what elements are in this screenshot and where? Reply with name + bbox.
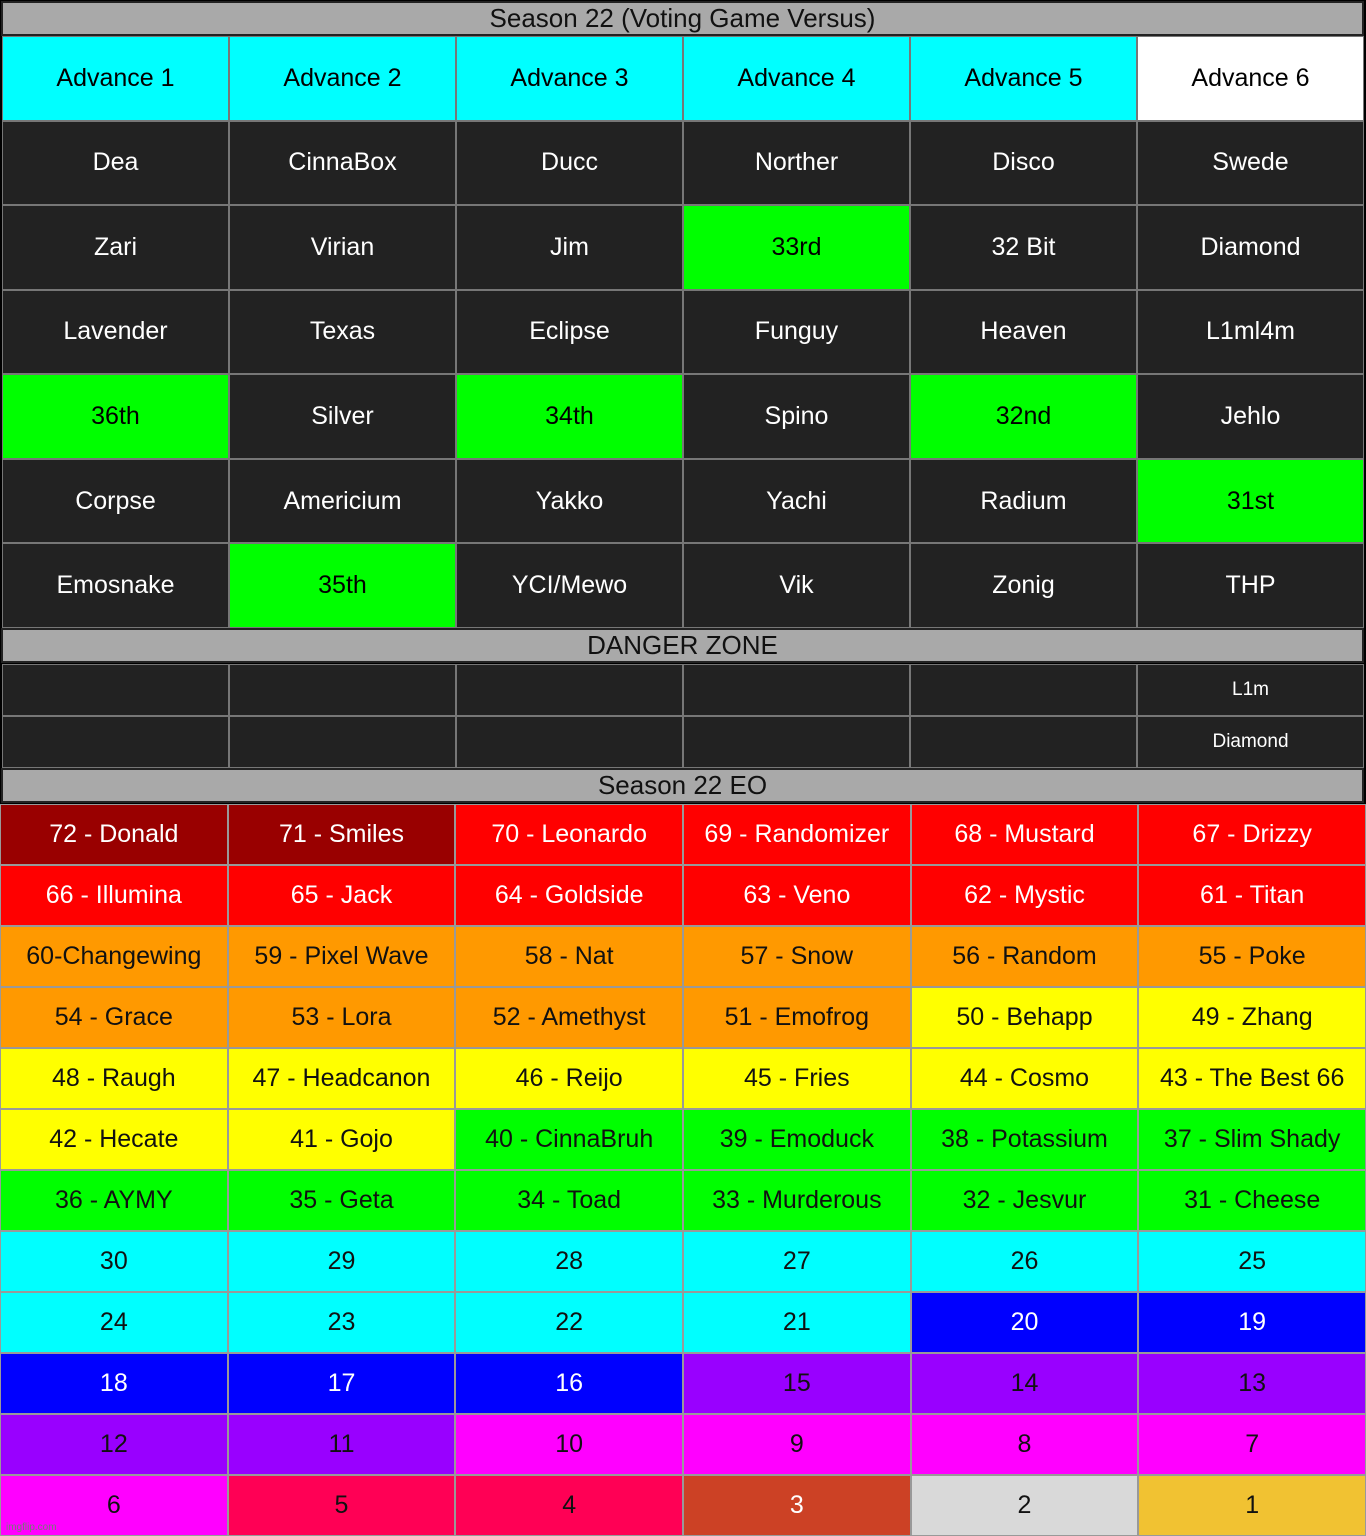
versus-cell: 34th: [456, 374, 683, 459]
versus-cell: 31st: [1137, 459, 1364, 544]
danger-zone-cell: [456, 664, 683, 716]
versus-cell: Norther: [683, 121, 910, 206]
versus-cell: Disco: [910, 121, 1137, 206]
eo-placement-cell: 46 - Reijo: [455, 1048, 683, 1109]
eo-placement-cell: 28: [455, 1231, 683, 1292]
eo-placement-cell: 70 - Leonardo: [455, 804, 683, 865]
eo-placement-cell: 43 - The Best 66: [1138, 1048, 1366, 1109]
eo-placement-cell: 51 - Emofrog: [683, 987, 911, 1048]
eo-placement-cell: 69 - Randomizer: [683, 804, 911, 865]
eo-placement-cell: 32 - Jesvur: [911, 1170, 1139, 1231]
versus-cell: Silver: [229, 374, 456, 459]
eo-placement-cell: 47 - Headcanon: [228, 1048, 456, 1109]
eo-placement-cell: 58 - Nat: [455, 926, 683, 987]
danger-zone-table: [2, 664, 1364, 768]
danger-zone-cell: [910, 664, 1137, 716]
advance-header-4: Advance 4: [683, 36, 910, 121]
eo-placement-cell: 42 - Hecate: [0, 1109, 228, 1170]
eo-placement-cell: 15: [683, 1353, 911, 1414]
danger-zone-cell: [683, 664, 910, 716]
eo-placement-cell: 52 - Amethyst: [455, 987, 683, 1048]
versus-cell: Radium: [910, 459, 1137, 544]
versus-cell: Vik: [683, 543, 910, 628]
eo-placement-cell: 7: [1138, 1414, 1366, 1475]
eo-placement-cell: 13: [1138, 1353, 1366, 1414]
eo-placement-cell: 65 - Jack: [228, 865, 456, 926]
eo-placement-cell: 56 - Random: [911, 926, 1139, 987]
eo-placement-cell: 50 - Behapp: [911, 987, 1139, 1048]
eo-placement-cell: 26: [911, 1231, 1139, 1292]
versus-table: [2, 36, 1364, 628]
versus-cell: Texas: [229, 290, 456, 375]
eo-placement-cell: 20: [911, 1292, 1139, 1353]
eo-placement-cell: 64 - Goldside: [455, 865, 683, 926]
versus-cell: 36th: [2, 374, 229, 459]
versus-cell: Spino: [683, 374, 910, 459]
versus-cell: 32 Bit: [910, 205, 1137, 290]
eo-placement-cell: 49 - Zhang: [1138, 987, 1366, 1048]
eo-placement-cell: 16: [455, 1353, 683, 1414]
eo-placement-cell: 21: [683, 1292, 911, 1353]
eo-placement-cell: 22: [455, 1292, 683, 1353]
versus-cell: Emosnake: [2, 543, 229, 628]
versus-cell: 35th: [229, 543, 456, 628]
eo-placement-cell: 44 - Cosmo: [911, 1048, 1139, 1109]
advance-header-3: Advance 3: [456, 36, 683, 121]
eo-placement-cell: 1: [1138, 1475, 1366, 1536]
versus-cell: Jehlo: [1137, 374, 1364, 459]
eo-placement-cell: 37 - Slim Shady: [1138, 1109, 1366, 1170]
eo-placement-cell: 23: [228, 1292, 456, 1353]
eo-placement-cell: 61 - Titan: [1138, 865, 1366, 926]
eo-placement-cell: 71 - Smiles: [228, 804, 456, 865]
eo-placement-cell: 30: [0, 1231, 228, 1292]
eo-placement-cell: 29: [228, 1231, 456, 1292]
eo-placement-cell: 31 - Cheese: [1138, 1170, 1366, 1231]
eo-placement-cell: 4: [455, 1475, 683, 1536]
eo-placement-cell: 19: [1138, 1292, 1366, 1353]
eo-placement-cell: 2: [911, 1475, 1139, 1536]
versus-cell: YCI/Mewo: [456, 543, 683, 628]
danger-zone-cell: [229, 664, 456, 716]
eo-placement-cell: 72 - Donald: [0, 804, 228, 865]
eo-placement-cell: 68 - Mustard: [911, 804, 1139, 865]
eo-placement-cell: 59 - Pixel Wave: [228, 926, 456, 987]
versus-cell: Ducc: [456, 121, 683, 206]
eo-title: Season 22 EO: [1, 768, 1364, 803]
versus-cell: Diamond: [1137, 205, 1364, 290]
eo-placement-cell: 63 - Veno: [683, 865, 911, 926]
danger-zone-cell: [229, 716, 456, 768]
eo-placement-cell: 36 - AYMY: [0, 1170, 228, 1231]
danger-zone-cell: [456, 716, 683, 768]
advance-header-1: Advance 1: [2, 36, 229, 121]
versus-cell: Lavender: [2, 290, 229, 375]
eo-placement-cell: 39 - Emoduck: [683, 1109, 911, 1170]
danger-zone-cell: L1m: [1137, 664, 1364, 716]
eo-placement-cell: 6: [0, 1475, 228, 1536]
advance-header-5: Advance 5: [910, 36, 1137, 121]
danger-zone-cell: [683, 716, 910, 768]
eo-placement-cell: 18: [0, 1353, 228, 1414]
eo-placement-cell: 10: [455, 1414, 683, 1475]
versus-cell: Dea: [2, 121, 229, 206]
versus-cell: Yakko: [456, 459, 683, 544]
danger-zone-title: DANGER ZONE: [1, 628, 1364, 663]
versus-cell: Jim: [456, 205, 683, 290]
eo-placement-cell: 48 - Raugh: [0, 1048, 228, 1109]
eo-placement-cell: 35 - Geta: [228, 1170, 456, 1231]
danger-zone-cell: [2, 664, 229, 716]
eo-placement-cell: 62 - Mystic: [911, 865, 1139, 926]
eo-placement-cell: 55 - Poke: [1138, 926, 1366, 987]
eo-placement-cell: 60-Changewing: [0, 926, 228, 987]
advance-header-6: Advance 6: [1137, 36, 1364, 121]
eo-placement-cell: 5: [228, 1475, 456, 1536]
eo-placement-cell: 67 - Drizzy: [1138, 804, 1366, 865]
eo-placement-cell: 57 - Snow: [683, 926, 911, 987]
versus-cell: Virian: [229, 205, 456, 290]
versus-cell: Americium: [229, 459, 456, 544]
eo-placement-cell: 12: [0, 1414, 228, 1475]
eo-placement-cell: 9: [683, 1414, 911, 1475]
versus-cell: Funguy: [683, 290, 910, 375]
eo-placement-cell: 54 - Grace: [0, 987, 228, 1048]
eo-placement-cell: 25: [1138, 1231, 1366, 1292]
eo-placement-cell: 38 - Potassium: [911, 1109, 1139, 1170]
eo-table: [0, 804, 1366, 1536]
eo-placement-cell: 45 - Fries: [683, 1048, 911, 1109]
versus-cell: Swede: [1137, 121, 1364, 206]
eo-placement-cell: 33 - Murderous: [683, 1170, 911, 1231]
eo-placement-cell: 40 - CinnaBruh: [455, 1109, 683, 1170]
eo-placement-cell: 34 - Toad: [455, 1170, 683, 1231]
eo-placement-cell: 17: [228, 1353, 456, 1414]
versus-cell: L1ml4m: [1137, 290, 1364, 375]
danger-zone-cell: [2, 716, 229, 768]
eo-placement-cell: 11: [228, 1414, 456, 1475]
watermark: imgflip.com: [6, 1522, 57, 1533]
versus-cell: CinnaBox: [229, 121, 456, 206]
eo-placement-cell: 53 - Lora: [228, 987, 456, 1048]
eo-placement-cell: 27: [683, 1231, 911, 1292]
danger-zone-cell: Diamond: [1137, 716, 1364, 768]
danger-zone-cell: [910, 716, 1137, 768]
eo-placement-cell: 66 - Illumina: [0, 865, 228, 926]
versus-cell: Eclipse: [456, 290, 683, 375]
versus-cell: Zonig: [910, 543, 1137, 628]
versus-cell: Zari: [2, 205, 229, 290]
advance-header-2: Advance 2: [229, 36, 456, 121]
versus-cell: Yachi: [683, 459, 910, 544]
versus-cell: 33rd: [683, 205, 910, 290]
page-title: Season 22 (Voting Game Versus): [1, 1, 1364, 36]
eo-placement-cell: 3: [683, 1475, 911, 1536]
eo-placement-cell: 24: [0, 1292, 228, 1353]
eo-placement-cell: 41 - Gojo: [228, 1109, 456, 1170]
eo-placement-cell: 14: [911, 1353, 1139, 1414]
versus-cell: THP: [1137, 543, 1364, 628]
versus-cell: 32nd: [910, 374, 1137, 459]
versus-cell: Corpse: [2, 459, 229, 544]
eo-placement-cell: 8: [911, 1414, 1139, 1475]
versus-cell: Heaven: [910, 290, 1137, 375]
